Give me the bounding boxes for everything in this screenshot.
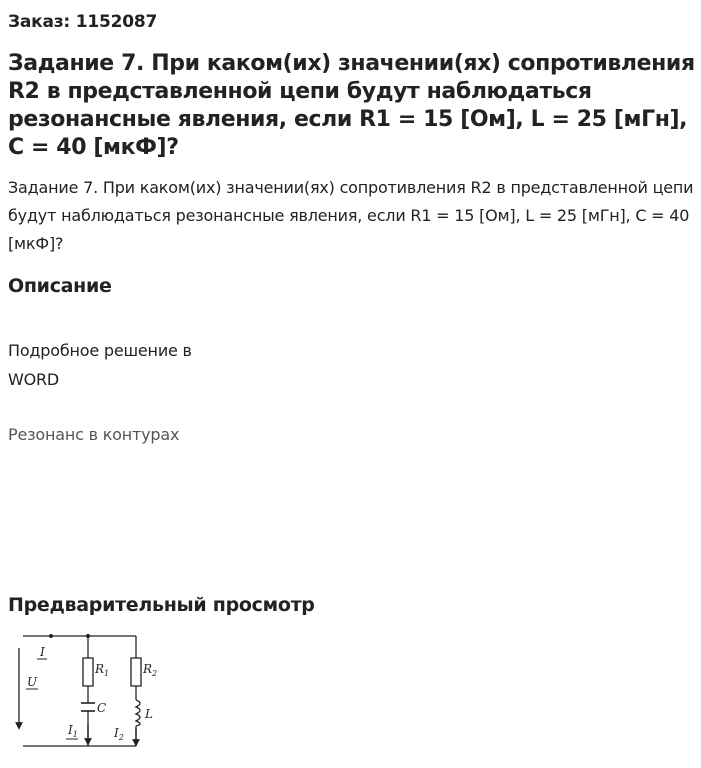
- page-title: Задание 7. При каком(их) значении(ях) сопротивления R2 в представленной цепи будут наблюдаться резонансные явления, если R1 = 15 [Ом], L = 25 [мГн], C = 40 [мкФ]?: [8, 51, 695, 160]
- label-voltage: U: [27, 675, 38, 689]
- label-current-2-sub: 2: [118, 733, 124, 742]
- junction-dot-top: [49, 634, 53, 638]
- label-current-2-letter: I: [114, 726, 119, 740]
- description-detail-line1: Подробное решение в: [8, 341, 192, 360]
- circuit-diagram: [10, 628, 170, 750]
- label-r1: [94, 662, 109, 678]
- task-text: Задание 7. При каком(их) значении(ях) сопротивления R2 в представленной цепи будут наблюдаться резонансные явления, если R1 = 15 [Ом], L = 25 [мГн], C = 40 [мкФ]?: [8, 178, 694, 253]
- resistor-r1: [83, 658, 93, 686]
- label-capacitor: C: [97, 701, 107, 715]
- capacitor-c: [81, 703, 95, 711]
- label-r1-letter: R: [95, 662, 105, 676]
- junction-dot-mid: [86, 634, 90, 638]
- inductor-l: [136, 700, 140, 726]
- category-text: Резонанс в контурах: [8, 425, 180, 444]
- description-detail-line2: WORD: [8, 370, 60, 389]
- description-heading: Описание: [8, 275, 112, 297]
- preview-heading: Предварительный просмотр: [8, 594, 315, 616]
- label-r1-sub: 1: [104, 669, 110, 678]
- label-current-2: [113, 726, 124, 742]
- label-current-1: [67, 723, 78, 739]
- description-detail: [8, 336, 192, 394]
- label-current-1-sub: 1: [72, 730, 78, 739]
- order-number: Заказ: 1152087: [8, 12, 158, 32]
- label-current-total: I: [40, 645, 45, 659]
- label-current-1-letter: I: [68, 723, 73, 737]
- label-inductor: L: [145, 707, 153, 721]
- label-r2-letter: R: [143, 662, 153, 676]
- resistor-r2: [131, 658, 141, 686]
- label-r2-sub: 2: [152, 669, 158, 678]
- label-r2: [142, 662, 157, 678]
